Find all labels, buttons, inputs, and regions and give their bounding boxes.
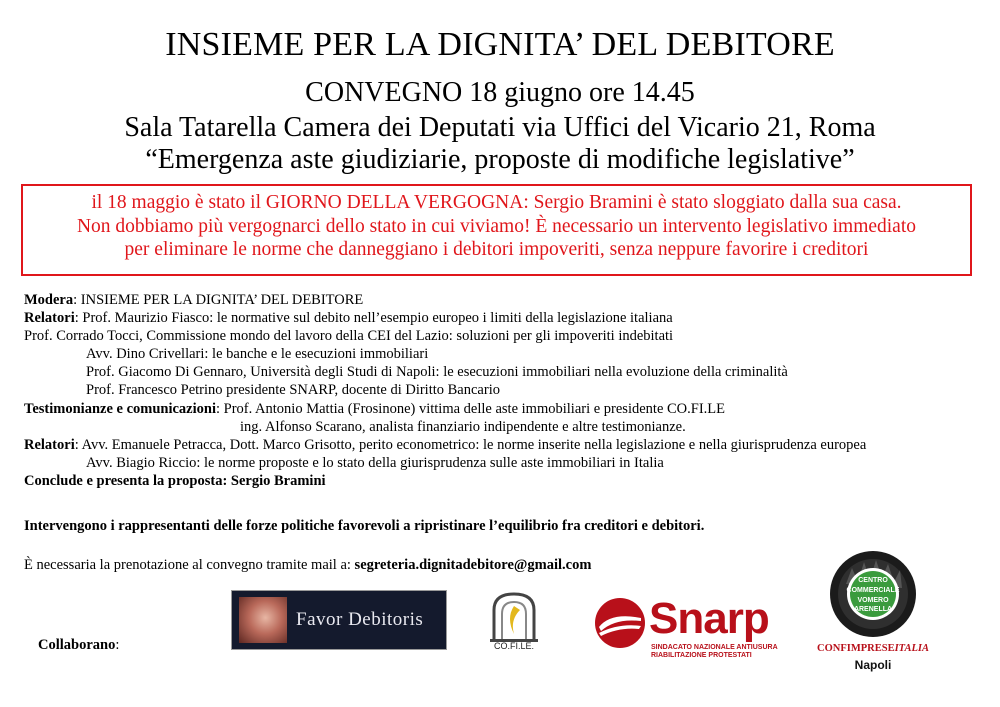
snarp-subtitle-1: SINDACATO NAZIONALE ANTIUSURA (651, 644, 778, 651)
conf-ring-line-4: ARENELLA (853, 606, 893, 613)
brand-part-b: ITALIA (894, 643, 930, 654)
label-testimonianze: Testimonianze e comunicazioni (24, 400, 216, 417)
confimprese-brand (808, 643, 938, 654)
program-moderator (24, 291, 994, 309)
program-speakers-2 (24, 436, 994, 454)
notice-line-3: per eliminare le norme che danneggiano i debitori impoveriti, senza neppure favorire i creditori (124, 239, 869, 260)
speaker-fiasco: : Prof. Maurizio Fiasco: le normative sul debito nell’esempio europeo i limiti della legislazione italiana (74, 310, 673, 327)
collaborators-label (38, 637, 119, 654)
program-conclusion (24, 472, 994, 490)
program-speakers-1 (24, 309, 994, 327)
collaborators-colon: : (115, 637, 120, 653)
reservation-email-link[interactable]: segreteria.dignitadebitore@gmail.com (354, 557, 592, 573)
cofile-caption: CO.FI.LE. (493, 641, 534, 651)
favor-debitoris-name: Favor Debitoris (296, 609, 424, 630)
favor-debitoris-logo (231, 590, 447, 650)
politicians-notice: Intervengono i rappresentanti delle forze politiche favorevoli a ripristinare l’equilibrio fra creditori e debitori. (24, 518, 705, 534)
speaker-riccio: Avv. Biagio Riccio: le norme proposte e lo stato della giurisprudenza sulle aste immobiliari in Italia (86, 454, 664, 471)
snarp-wordmark: Snarp (649, 594, 769, 643)
event-title: INSIEME PER LA DIGNITA’ DEL DEBITORE (165, 26, 835, 63)
notice-line-2: Non dobbiamo più vergognarci dello stato in cui viviamo! È necessario un intervento legislativo immediato (76, 215, 917, 237)
collaborators-text: Collaborano (38, 637, 116, 653)
snarp-logo (593, 594, 783, 659)
conclusion-text: Conclude e presenta la proposta: Sergio Bramini (24, 472, 326, 489)
speaker-crivellari: Avv. Dino Crivellari: le banche e le esecuzioni immobiliari (86, 346, 429, 363)
cofile-logo (486, 588, 542, 654)
label-relatori-2: Relatori (24, 436, 75, 453)
speaker-digennaro: Prof. Giacomo Di Gennaro, Università degli Studi di Napoli: le esecuzioni immobiliari nella evoluzione della criminalità (86, 364, 788, 381)
conf-ring-line-1: CENTRO (858, 577, 888, 584)
reservation-text: È necessaria la prenotazione al convegno tramite mail a: (24, 557, 355, 573)
confimprese-logo (808, 548, 938, 673)
portrait-icon (239, 597, 287, 643)
speaker-petrino: Prof. Francesco Petrino presidente SNARP, docente di Diritto Bancario (86, 382, 500, 399)
label-relatori: Relatori (24, 310, 75, 327)
testimony-scarano: ing. Alfonso Scarano, analista finanziario indipendente e altre testimonianze. (240, 418, 686, 435)
venue-line: Sala Tatarella Camera dei Deputati via Uffici del Vicario 21, Roma (124, 112, 876, 143)
program-testimonies (24, 400, 994, 418)
speaker-petracca: : Avv. Emanuele Petracca, Dott. Marco Grisotto, perito econometrico: le norme inserite nella legislazione e nella giurisprudenza europea (74, 436, 867, 453)
moderator-text: : INSIEME PER LA DIGNITA’ DEL DEBITORE (73, 292, 364, 308)
topic-line: “Emergenza aste giudiziarie, proposte di modifiche legislative” (145, 144, 855, 175)
snarp-emblem-icon (593, 596, 647, 650)
reservation-line (24, 557, 591, 574)
notice-line-1: il 18 maggio è stato il GIORNO DELLA VERGOGNA: Sergio Bramini è stato sloggiato dalla sua casa. (91, 192, 902, 213)
confimprese-city: Napoli (854, 658, 892, 672)
snarp-subtitle-2: RIABILITAZIONE PROTESTATI (651, 652, 752, 659)
convegno-date: CONVEGNO 18 giugno ore 14.45 (305, 77, 695, 108)
testimony-mattia: : Prof. Antonio Mattia (Frosinone) vittima delle aste immobiliari e presidente CO.FI.LE (215, 400, 726, 417)
speaker-tocci: Prof. Corrado Tocci, Commissione mondo del lavoro della CEI del Lazio: soluzioni per gli impoveriti indebitati (24, 328, 674, 345)
shame-notice-box (21, 184, 972, 276)
brand-part-a: CONFIMPRESE (816, 643, 895, 654)
cofile-emblem-icon (486, 588, 542, 644)
label-modera: Modera (24, 292, 74, 308)
confimprese-emblem-icon (808, 548, 938, 640)
conf-ring-line-2: COMMERCIALE (846, 587, 900, 594)
conf-ring-line-3: VOMERO (857, 597, 889, 604)
program-list (24, 291, 994, 490)
